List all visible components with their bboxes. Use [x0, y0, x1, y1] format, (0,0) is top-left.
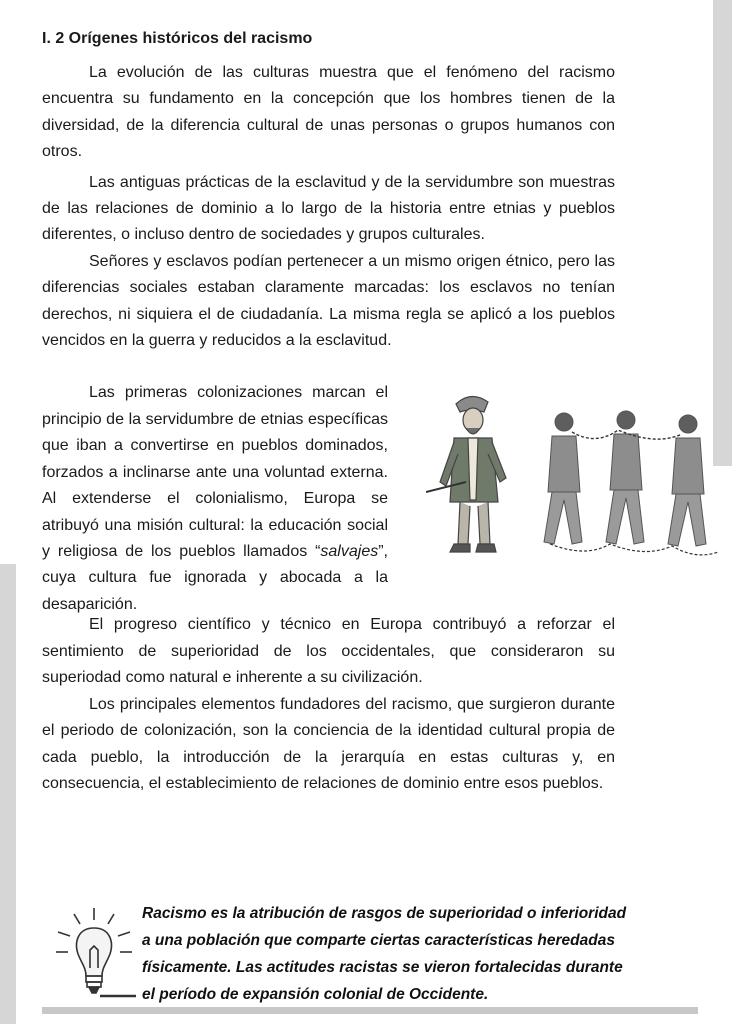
document-page: [42, 28, 615, 797]
slave-figure-3: [668, 415, 706, 546]
paragraph-progress: El progreso científico y técnico en Europa contribuyó a reforzar el sentimiento de superioridad de los occidentales, que consideraron su superiodad como natural e inherente a su civilización.: [42, 616, 615, 687]
colonization-text-a: Las primeras colonizaciones marcan el principio de la servidumbre de etnias específicas que iban a convertirse en pueblos dominados, forzados a inclinarse ante una voluntad externa. Al extenderse el colonialismo, Europa se atribuyó una misión cultural: la educación social y religiosa de los pueblos llamados “: [42, 384, 388, 560]
definition-line: Racismo es la atribución de rasgos de superioridad o inferioridad: [142, 905, 627, 922]
colonization-emphasis: salvajes: [320, 542, 379, 560]
footer-rule: [42, 1007, 698, 1014]
lightbulb-icon: [52, 906, 136, 998]
paragraph-evolution: La evolución de las culturas muestra que el fenómeno del racismo encuentra su fundamento en la concepción que los hombres tienen de la diversidad, de la diferencia cultural de unas personas o grupos humanos con otros.: [42, 64, 615, 161]
paragraph-founding-elements: Los principales elementos fundadores del racismo, que surgieron durante el periodo de colonización, son la conciencia de la identidad cultural propia de cada pueblo, la introducción de la jerarquía en estas culturas y, en consecuencia, el establecimiento de relaciones de dominio entre esos pueblos.: [42, 695, 615, 792]
definition-text: [142, 900, 698, 1008]
slave-figure-2: [606, 411, 644, 544]
paragraph-masters-slaves: Señores y esclavos podían pertenecer a un mismo origen étnico, pero las diferencias sociales estaban claramente marcadas: los esclavos no tenían derechos, ni siquiera el de ciudadanía. La misma regla se aplicó a los pueblos vencidos en la guerra y reducidos a la esclavitud.: [42, 252, 615, 350]
colonization-block: [42, 380, 615, 612]
ankle-chain: [550, 544, 718, 555]
definition-box: [42, 898, 702, 1003]
colonizer-and-slaves-illustration: [426, 382, 728, 564]
paragraph-slavery: Las antiguas prácticas de la esclavitud y de la servidumbre son muestras de las relaciones de dominio a lo largo de la historia entre etnias y pueblos diferentes, o incluso dentro de sociedades y grupos culturales.: [42, 173, 615, 244]
colonization-text-b: ”, cuya cultura fue ignorada y abocada a la desaparición.: [42, 542, 388, 613]
section-heading: I. 2 Orígenes históricos del racismo: [42, 30, 313, 47]
paragraph-colonization: [42, 380, 388, 618]
definition-line: a una población que comparte ciertas características heredadas: [142, 932, 615, 949]
definition-line: el período de expansión colonial de Occidente.: [142, 986, 489, 1003]
colonizer-figure: [426, 397, 506, 553]
margin-bar-left: [0, 564, 16, 1024]
slave-figure-1: [544, 413, 582, 544]
definition-line: físicamente. Las actitudes racistas se vieron fortalecidas durante: [142, 959, 623, 976]
